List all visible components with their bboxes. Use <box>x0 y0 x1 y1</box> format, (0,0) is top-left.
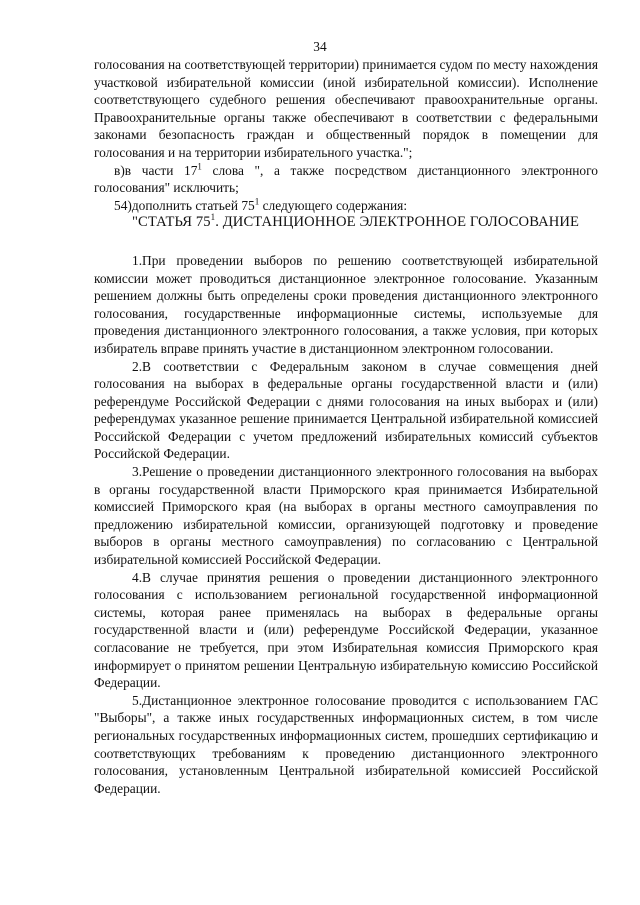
paragraph-continuation: голосования на соответствующей территории) принимается судом по месту нахождения участковой избирательной комиссии (иной избирательной комиссии). Исполнение соответствующего судебного решения обеспечивают правоохранительные органы. Правоохранительные органы также обеспечивают в соответствии с федеральными законами безопасность граждан и общественный порядок в помещении для голосования и на территории избирательного участка."; <box>94 57 598 160</box>
page-number: 34 <box>313 39 327 54</box>
article-heading: "СТАТЬЯ $75^1$. ДИСТАНЦИОННОЕ ЭЛЕКТРОННОЕ ГОЛОСОВАНИЕ <box>132 212 580 231</box>
article-point-4: 4.В случае принятия решения о проведении дистанционного электронного голосования с использованием региональной государственной информационной системы, которая ранее применялась на выборах в федеральные органы государственной власти и (или) референдуме Российской Федерации, указанное согласование не требуется, при этом Избирательная комиссия Приморского края информирует о принятом решении Центральную избирательную комиссию Российской Федерации. <box>94 569 598 691</box>
article-point-2: 2.В соответствии с Федеральным законом в случае совмещения дней голосования на выборах в федеральные органы государственной власти и (или) референдуме Российской Федерации с днями голосования на иных выборах и (или) референдумах указанное решение принимается Центральной избирательной комиссией Российской Федерации с учетом предложений избирательных комиссий субъектов Российской Федерации. <box>94 358 598 462</box>
amendment-item-54: 54)дополнить статьей $75^1$ следующего содержания: <box>114 196 408 213</box>
article-point-1: 1.При проведении выборов по решению соответствующей избирательной комиссии может проводиться дистанционное электронное голосование. Указанным решением должны быть определены сроки проведения дистанционного электронного голосования, государственные информационные системы, используемые для проведения дистанционного электронного голосования, а также условия, при которых избиратель вправе принять участие в дистанционном электронном голосовании. <box>94 252 598 356</box>
article-point-3: 3.Решение о проведении дистанционного электронного голосования на выборах в органы государственной власти Приморского края принимается Избирательной комиссией Приморского края (на выборах в органы местного самоуправления по предложению избирательной комиссии, организующей подготовку и проведение выборов в органы местного самоуправления) по согласованию с Центральной избирательной комиссией Российской Федерации. <box>94 464 598 568</box>
document-body <box>94 56 598 797</box>
amendment-item-v: в)в части $17^1$ слова ", а также посредством дистанционного электронного голосования" исключить; <box>94 161 598 196</box>
article-point-5: 5.Дистанционное электронное голосование проводится с использованием ГАС "Выборы", а также иных государственных информационных систем, в том числе региональных государственных информационных систем, прошедших сертификацию и соответствующих требованиям к проведению дистанционного электронного голосования, установленным Центральной избирательной комиссией Российской Федерации. <box>94 692 598 796</box>
